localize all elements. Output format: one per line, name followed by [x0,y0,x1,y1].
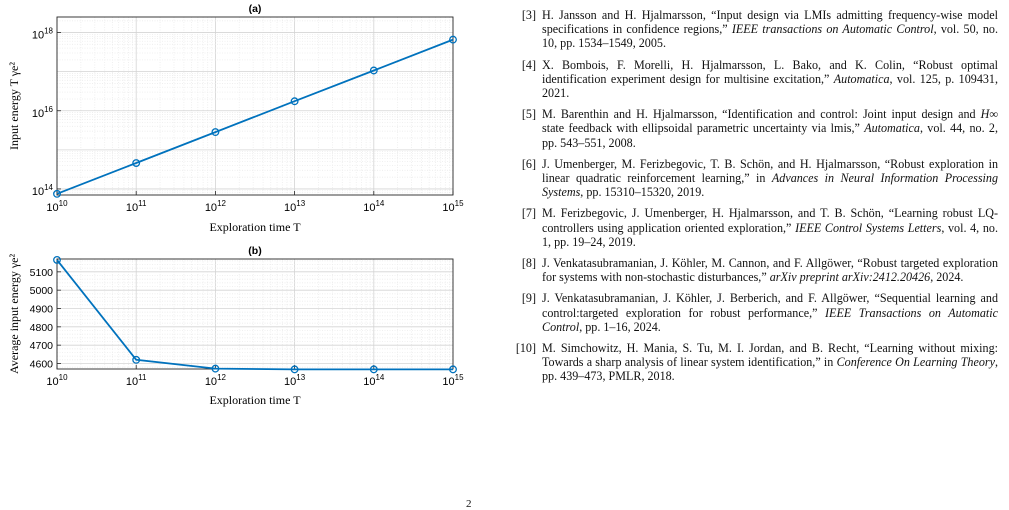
reference-number: [8] [521,256,536,271]
reference-venue: arXiv preprint arXiv:2412.20426 [769,270,931,285]
x-tick-label: $10^{12}$ [204,199,226,214]
chart-a [7,3,464,234]
reference-text: J. Venkatasubramanian, J. Köhler, J. Berberich, and F. Allgöwer, “Sequential learning and control:targeted exploration for robust performance,” [542,291,998,320]
reference-item [498,58,998,101]
y-tick-label: $10^{18}$ [31,26,53,42]
reference-venue: H∞ [980,107,998,122]
reference-venue: Conference On Learning Theory [836,355,995,370]
reference-text: H. Jansson and H. Hjalmarsson, “Input design via LMIs admitting frequency-wise model specifications in confidence regions,” [542,8,998,37]
reference-number: [7] [521,206,536,221]
y-axis-label: Average input energy γe² [7,253,21,375]
reference-item [498,291,998,334]
reference-item [498,8,998,51]
x-tick-label: $10^{14}$ [363,373,385,388]
reference-venue: Automatica [864,121,920,136]
x-tick-label: $10^{15}$ [442,199,464,214]
page-number: 2 [466,498,472,510]
reference-text: J. Umenberger, M. Ferizbegovic, T. B. Schön, and H. Hjalmarsson, “Robust exploration in linear quadratic reinforcement learning,” in [542,156,998,186]
reference-text: state feedback with ellipsoidal parametric uncertainty via lmis,” [542,121,865,136]
y-tick-label: $10^{16}$ [31,104,53,120]
reference-text: , 2024. [930,270,964,285]
reference-text: X. Bombois, F. Morelli, H. Hjalmarsson, L. Bako, and K. Colin, “Robust optimal identification experiment design for multisine excitation,” [542,57,998,86]
reference-item [498,256,998,284]
y-tick-label: 5100 [29,266,53,279]
x-tick-label: $10^{13}$ [284,373,306,388]
y-tick-label: 4900 [29,303,53,316]
reference-text: , pp. 1–16, 2024. [579,319,661,334]
reference-venue: IEEE Control Systems Letters [795,220,942,235]
reference-text: , vol. 50, no. 10, pp. 1534–1549, 2005. [542,22,998,51]
x-tick-label: $10^{11}$ [125,199,147,214]
reference-venue: Automatica [833,71,890,86]
y-tick-label: 5000 [29,285,53,298]
reference-venue: IEEE transactions on Automatic Control [731,22,934,37]
series-line [57,260,453,370]
reference-item [498,206,998,249]
reference-number: [5] [521,107,536,122]
reference-number: [4] [521,57,536,72]
reference-text: , vol. 4, no. 1, pp. 19–24, 2019. [542,220,998,249]
reference-number: [3] [521,8,536,22]
figure [0,0,480,507]
reference-text: , pp. 439–473, PMLR, 2018. [542,355,998,384]
x-tick-label: $10^{10}$ [46,373,68,388]
x-tick-label: $10^{12}$ [204,373,226,388]
chart-b [7,245,464,407]
reference-item [498,341,998,384]
x-tick-label: $10^{14}$ [363,199,385,214]
chart-title: (a) [248,3,262,15]
y-tick-label: $10^{14}$ [31,182,53,198]
x-tick-label: $10^{10}$ [46,199,68,214]
reference-number: [10] [515,341,536,356]
x-axis-label: Exploration time T [209,393,301,407]
reference-text: M. Ferizbegovic, J. Umenberger, H. Hjalmarsson, and T. B. Schön, “Learning robust LQ-controllers using application oriented exploration,” [542,206,998,235]
reference-number: [6] [521,156,536,171]
y-tick-label: 4600 [29,358,53,371]
reference-item [498,157,998,200]
reference-venue: Advances in Neural Information Processing Systems [542,171,998,200]
reference-item [498,107,998,150]
reference-text: J. Venkatasubramanian, J. Köhler, M. Cannon, and F. Allgöwer, “Robust targeted exploration for systems with non-stochastic disturbances,” [542,256,998,285]
reference-text: M. Simchowitz, H. Mania, S. Tu, M. I. Jordan, and B. Recht, “Learning without mixing: Towards a sharp analysis of linear system identification,” in [542,341,998,370]
chart-title: (b) [248,245,262,257]
reference-venue: IEEE Transactions on Automatic Control [542,305,998,334]
x-tick-label: $10^{15}$ [442,373,464,388]
y-axis-label: Input energy T γe² [7,62,21,150]
x-tick-label: $10^{11}$ [125,373,147,388]
reference-text: , vol. 125, p. 109431, 2021. [542,71,998,101]
y-tick-label: 4800 [29,321,53,334]
reference-list [498,8,998,391]
x-tick-label: $10^{13}$ [284,199,306,214]
y-tick-label: 4700 [29,340,53,353]
reference-number: [9] [521,291,536,306]
x-axis-label: Exploration time T [209,220,301,234]
reference-text: , vol. 44, no. 2, pp. 543–551, 2008. [542,121,998,150]
reference-text: , pp. 15310–15320, 2019. [580,185,705,200]
axes-box [57,17,453,195]
reference-text: M. Barenthin and H. Hjalmarsson, “Identification and control: Joint input design and [542,107,981,122]
